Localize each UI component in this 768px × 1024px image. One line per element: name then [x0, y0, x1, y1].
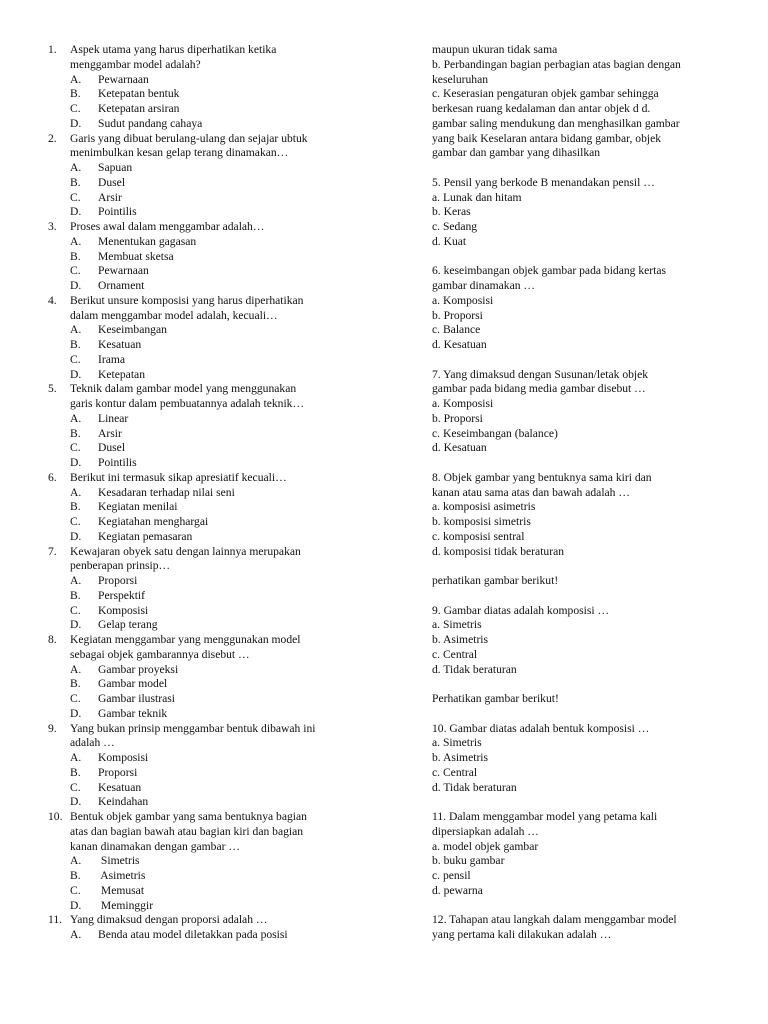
- answer-option: [48, 604, 368, 619]
- option-letter: B.: [70, 175, 81, 189]
- answer-option: [48, 692, 368, 707]
- text-line: c. Balance: [432, 323, 481, 337]
- text-block: [432, 43, 762, 161]
- question-number: [48, 309, 70, 324]
- option-letter: A.: [70, 854, 82, 868]
- text-line: d. pewarna: [432, 883, 483, 897]
- answer-option: [48, 73, 368, 88]
- text-line: b. Proporsi: [432, 308, 483, 322]
- question-text: Yang bukan prinsip menggambar bentuk dibawah ini: [70, 721, 316, 735]
- option-letter: A.: [70, 928, 82, 941]
- option-text: Asimetris: [98, 869, 146, 882]
- answer-option: [48, 161, 368, 176]
- question-text: Berikut ini termasuk sikap apresiatif kecuali…: [70, 470, 287, 484]
- question-text: Kewajaran obyek satu dengan lainnya merupakan: [70, 544, 301, 558]
- answer-option: [48, 250, 368, 265]
- option-letter: B.: [70, 765, 81, 779]
- question-number: 6.: [48, 470, 57, 484]
- option-text: Sapuan: [98, 161, 133, 174]
- question-line: [48, 648, 368, 663]
- blank-line: [432, 456, 762, 471]
- question-6: [48, 471, 368, 545]
- text-line: c. pensil: [432, 869, 471, 882]
- answer-option: [48, 751, 368, 766]
- question-text: Proses awal dalam menggambar adalah…: [70, 220, 265, 233]
- option-letter: B.: [70, 500, 81, 514]
- option-letter: C.: [70, 264, 81, 278]
- question-number: 3.: [48, 220, 57, 233]
- question-text: Garis yang dibuat berulang-ulang dan sejajar ubtuk: [70, 131, 308, 145]
- text-block: [432, 176, 762, 250]
- option-text: Ornament: [98, 279, 145, 292]
- text-line: berkesan ruang kedalaman dan antar objek d d.: [432, 102, 651, 115]
- question-text: Berikut unsure komposisi yang harus diperhatikan: [70, 293, 304, 307]
- text-block: [432, 810, 762, 899]
- text-line: 10. Gambar diatas adalah bentuk komposisi …: [432, 721, 650, 735]
- option-text: Komposisi: [98, 603, 149, 617]
- option-letter: A.: [70, 485, 82, 499]
- option-letter: A.: [70, 323, 82, 337]
- answer-option: [48, 279, 368, 294]
- question-line: [48, 309, 368, 324]
- text-line: 7. Yang dimaksud dengan Susunan/letak objek: [432, 367, 649, 381]
- blank-line: [432, 559, 762, 574]
- option-text: Gambar model: [98, 677, 168, 691]
- question-9: [48, 722, 368, 811]
- text-line: gambar saling mendukung dan menghasilkan gambar: [432, 116, 680, 130]
- option-text: Kesadaran terhadap nilai seni: [98, 485, 235, 499]
- answer-option: [48, 235, 368, 250]
- text-block: [432, 471, 762, 560]
- question-text: dalam menggambar model adalah, kecuali…: [70, 308, 278, 322]
- question-number: [48, 397, 70, 412]
- question-line: [48, 825, 368, 840]
- question-number: [48, 736, 70, 751]
- answer-option: [48, 87, 368, 102]
- question-number: [48, 58, 70, 73]
- option-letter: B.: [70, 677, 81, 691]
- text-line: b. Asimetris: [432, 751, 489, 764]
- answer-option: [48, 427, 368, 442]
- option-letter: C.: [70, 352, 81, 366]
- answer-option: [48, 117, 368, 132]
- answer-option: [48, 884, 368, 899]
- option-letter: A.: [70, 161, 82, 174]
- answer-option: [48, 574, 368, 589]
- text-line: perhatikan gambar berikut!: [432, 574, 559, 587]
- option-letter: C.: [70, 883, 81, 897]
- answer-option: [48, 323, 368, 338]
- option-letter: C.: [70, 441, 81, 455]
- option-text: Proporsi: [98, 765, 138, 779]
- question-number: 10.: [48, 810, 63, 823]
- question-8: [48, 633, 368, 722]
- option-text: Pointilis: [98, 456, 137, 469]
- answer-option: [48, 795, 368, 810]
- text-block: [432, 692, 762, 707]
- option-letter: D.: [70, 898, 82, 912]
- option-text: Komposisi: [98, 751, 149, 764]
- text-line: c. Central: [432, 765, 478, 779]
- text-line: a. Lunak dan hitam: [432, 190, 522, 204]
- question-number: [48, 559, 70, 574]
- text-line: d. Tidak beraturan: [432, 780, 517, 794]
- question-text: penberapan prinsip…: [70, 559, 171, 573]
- text-line: 9. Gambar diatas adalah komposisi …: [432, 603, 610, 617]
- option-text: Dusel: [98, 175, 126, 189]
- answer-option: [48, 618, 368, 633]
- question-text: Yang dimaksud dengan proporsi adalah …: [70, 913, 268, 927]
- text-line: a. komposisi asimetris: [432, 500, 536, 514]
- option-text: Ketepatan bentuk: [98, 87, 180, 101]
- question-line: [48, 294, 368, 309]
- option-letter: D.: [70, 367, 82, 381]
- text-block: [432, 604, 762, 678]
- option-letter: C.: [70, 603, 81, 617]
- question-line: [48, 220, 368, 235]
- text-line: b. Keras: [432, 205, 471, 219]
- question-line: [48, 43, 368, 58]
- option-letter: C.: [70, 692, 81, 705]
- option-letter: A.: [70, 234, 82, 248]
- option-text: Ketepatan arsiran: [98, 102, 180, 115]
- answer-option: [48, 441, 368, 456]
- question-line: [48, 913, 368, 928]
- question-text: menggambar model adalah?: [70, 57, 201, 71]
- text-line: a. Komposisi: [432, 397, 494, 410]
- answer-option: [48, 663, 368, 678]
- answer-option: [48, 500, 368, 515]
- text-block: [432, 574, 762, 589]
- option-letter: C.: [70, 102, 81, 115]
- text-block: [432, 913, 762, 943]
- answer-option: [48, 205, 368, 220]
- answer-option: [48, 353, 368, 368]
- option-text: Gambar teknik: [98, 706, 168, 720]
- question-5: [48, 382, 368, 471]
- option-letter: D.: [70, 795, 82, 809]
- text-line: gambar dinamakan …: [432, 279, 536, 292]
- question-text: Teknik dalam gambar model yang menggunakan: [70, 382, 297, 396]
- blank-line: [432, 795, 762, 810]
- question-line: [48, 736, 368, 751]
- question-3: [48, 220, 368, 294]
- option-text: Kesatuan: [98, 780, 142, 794]
- text-line: yang baik Keselaran antara bidang gambar, objek: [432, 131, 662, 145]
- answer-option: [48, 368, 368, 383]
- option-letter: B.: [70, 87, 81, 101]
- text-line: b. komposisi simetris: [432, 515, 531, 528]
- question-text: sebagai objek gambarannya disebut …: [70, 647, 250, 661]
- text-line: b. buku gambar: [432, 854, 505, 868]
- text-line: Perhatikan gambar berikut!: [432, 692, 559, 705]
- text-line: d. Tidak beraturan: [432, 662, 517, 676]
- option-letter: B.: [70, 426, 81, 440]
- blank-line: [432, 589, 762, 604]
- answer-option: [48, 102, 368, 117]
- option-text: Pewarnaan: [98, 72, 149, 86]
- answer-option: [48, 530, 368, 545]
- text-line: d. Kuat: [432, 234, 467, 248]
- text-line: 12. Tahapan atau langkah dalam menggambar model: [432, 913, 677, 927]
- option-text: Proporsi: [98, 574, 138, 587]
- option-text: Irama: [98, 352, 126, 366]
- question-line: [48, 471, 368, 486]
- option-text: Kesatuan: [98, 338, 142, 351]
- question-line: [48, 840, 368, 855]
- text-line: 8. Objek gambar yang bentuknya sama kiri dan: [432, 470, 652, 484]
- question-line: [48, 810, 368, 825]
- question-line: [48, 545, 368, 560]
- text-line: d. Kesatuan: [432, 338, 487, 351]
- right-column: [432, 43, 762, 943]
- option-text: Linear: [98, 411, 129, 425]
- option-letter: D.: [70, 706, 82, 720]
- question-number: 5.: [48, 382, 57, 396]
- option-text: Gambar ilustrasi: [98, 692, 175, 705]
- answer-option: [48, 677, 368, 692]
- question-text: atas dan bagian bawah atau bagian kiri dan bagian: [70, 824, 304, 838]
- question-line: [48, 559, 368, 574]
- blank-line: [432, 353, 762, 368]
- text-line: c. komposisi sentral: [432, 529, 525, 543]
- question-line: [48, 146, 368, 161]
- option-text: Dusel: [98, 441, 126, 455]
- option-letter: A.: [70, 662, 82, 676]
- option-text: Membuat sketsa: [98, 249, 174, 263]
- answer-option: [48, 854, 368, 869]
- blank-line: [432, 677, 762, 692]
- text-line: 6. keseimbangan objek gambar pada bidang kertas: [432, 264, 667, 278]
- option-text: Pointilis: [98, 205, 137, 219]
- option-text: Keindahan: [98, 795, 149, 809]
- question-11: [48, 913, 368, 943]
- option-text: Kegiatan menilai: [98, 500, 178, 514]
- answer-option: [48, 781, 368, 796]
- answer-option: [48, 589, 368, 604]
- question-number: [48, 825, 70, 840]
- text-line: d. Kesatuan: [432, 441, 487, 455]
- answer-option: [48, 928, 368, 943]
- question-number: 1.: [48, 43, 57, 56]
- text-block: [432, 264, 762, 353]
- text-line: c. Central: [432, 647, 478, 661]
- option-letter: D.: [70, 205, 82, 219]
- option-text: Keseimbangan: [98, 323, 167, 337]
- option-text: Sudut pandang cahaya: [98, 116, 203, 130]
- question-text: garis kontur dalam pembuatannya adalah teknik…: [70, 397, 305, 410]
- text-line: a. model objek gambar: [432, 839, 539, 853]
- text-line: keseluruhan: [432, 72, 489, 86]
- option-letter: A.: [70, 72, 82, 86]
- question-number: 9.: [48, 721, 57, 735]
- option-letter: D.: [70, 279, 82, 292]
- answer-option: [48, 456, 368, 471]
- text-line: c. Keserasian pengaturan objek gambar sehingga: [432, 87, 659, 101]
- text-line: 11. Dalam menggambar model yang petama kali: [432, 810, 658, 823]
- answer-option: [48, 338, 368, 353]
- question-2: [48, 132, 368, 221]
- question-number: 11.: [48, 913, 63, 927]
- blank-line: [432, 161, 762, 176]
- question-number: [48, 146, 70, 161]
- answer-option: [48, 707, 368, 722]
- option-letter: D.: [70, 529, 82, 543]
- answer-option: [48, 486, 368, 501]
- option-letter: D.: [70, 456, 82, 469]
- answer-option: [48, 264, 368, 279]
- answer-option: [48, 515, 368, 530]
- question-number: 2.: [48, 131, 57, 145]
- option-text: Gelap terang: [98, 618, 158, 632]
- answer-option: [48, 899, 368, 914]
- blank-line: [432, 707, 762, 722]
- text-block: [432, 368, 762, 457]
- text-line: 5. Pensil yang berkode B menandakan pensil …: [432, 175, 655, 189]
- answer-option: [48, 412, 368, 427]
- text-line: kanan atau sama atas dan bawah adalah …: [432, 485, 630, 499]
- answer-option: [48, 766, 368, 781]
- question-10: [48, 810, 368, 913]
- text-line: c. Keseimbangan (balance): [432, 426, 558, 440]
- option-text: Pewarnaan: [98, 264, 149, 278]
- question-text: Bentuk objek gambar yang sama bentuknya bagian: [70, 810, 307, 823]
- text-line: c. Sedang: [432, 220, 478, 233]
- text-line: a. Simetris: [432, 618, 482, 632]
- option-letter: D.: [70, 618, 82, 632]
- text-line: gambar dan gambar yang dihasilkan: [432, 146, 601, 160]
- option-text: Menentukan gagasan: [98, 234, 197, 248]
- question-text: menimbulkan kesan gelap terang dinamakan…: [70, 146, 289, 160]
- question-text: adalah …: [70, 736, 115, 750]
- option-text: Arsir: [98, 426, 122, 440]
- question-line: [48, 397, 368, 412]
- question-number: 8.: [48, 633, 57, 646]
- option-text: Meminggir: [98, 898, 154, 912]
- question-number: [48, 648, 70, 663]
- question-text: kanan dinamakan dengan gambar …: [70, 839, 240, 853]
- option-text: Kegiatan pemasaran: [98, 529, 193, 543]
- option-letter: B.: [70, 588, 81, 602]
- answer-option: [48, 176, 368, 191]
- text-line: gambar pada bidang media gambar disebut …: [432, 382, 646, 396]
- question-text: Aspek utama yang harus diperhatikan ketika: [70, 43, 277, 56]
- left-column: [48, 43, 368, 943]
- question-line: [48, 132, 368, 147]
- option-letter: C.: [70, 515, 81, 528]
- option-letter: D.: [70, 116, 82, 130]
- question-line: [48, 58, 368, 73]
- option-text: Benda atau model diletakkan pada posisi: [98, 928, 288, 941]
- question-number: 4.: [48, 293, 57, 307]
- text-line: b. Proporsi: [432, 411, 483, 425]
- blank-line: [432, 250, 762, 265]
- option-letter: B.: [70, 249, 81, 263]
- option-text: Perspektif: [98, 588, 146, 602]
- text-block: [432, 722, 762, 796]
- text-line: maupun ukuran tidak sama: [432, 43, 558, 56]
- question-text: Kegiatan menggambar yang menggunakan model: [70, 633, 301, 646]
- option-letter: C.: [70, 190, 81, 204]
- text-line: b. Perbandingan bagian perbagian atas bagian dengan: [432, 57, 681, 71]
- text-line: a. Komposisi: [432, 293, 494, 307]
- text-line: dipersiapkan adalah …: [432, 824, 539, 838]
- text-line: a. Simetris: [432, 736, 482, 750]
- question-line: [48, 633, 368, 648]
- question-line: [48, 382, 368, 397]
- option-text: Kegiatahan menghargai: [98, 515, 209, 528]
- answer-option: [48, 869, 368, 884]
- text-line: b. Asimetris: [432, 633, 489, 646]
- question-number: 7.: [48, 544, 57, 558]
- option-text: Simetris: [98, 854, 140, 868]
- option-text: Ketepatan: [98, 367, 145, 381]
- option-text: Arsir: [98, 190, 122, 204]
- answer-option: [48, 191, 368, 206]
- blank-line: [432, 899, 762, 914]
- text-line: d. komposisi tidak beraturan: [432, 544, 565, 558]
- option-text: Memusat: [98, 883, 145, 897]
- option-text: Gambar proyeksi: [98, 662, 179, 676]
- question-4: [48, 294, 368, 383]
- question-1: [48, 43, 368, 132]
- question-number: [48, 840, 70, 855]
- option-letter: A.: [70, 411, 82, 425]
- question-line: [48, 722, 368, 737]
- option-letter: B.: [70, 338, 81, 351]
- option-letter: A.: [70, 574, 82, 587]
- option-letter: C.: [70, 780, 81, 794]
- question-7: [48, 545, 368, 634]
- text-line: yang pertama kali dilakukan adalah …: [432, 928, 612, 941]
- option-letter: A.: [70, 751, 82, 764]
- option-letter: B.: [70, 869, 81, 882]
